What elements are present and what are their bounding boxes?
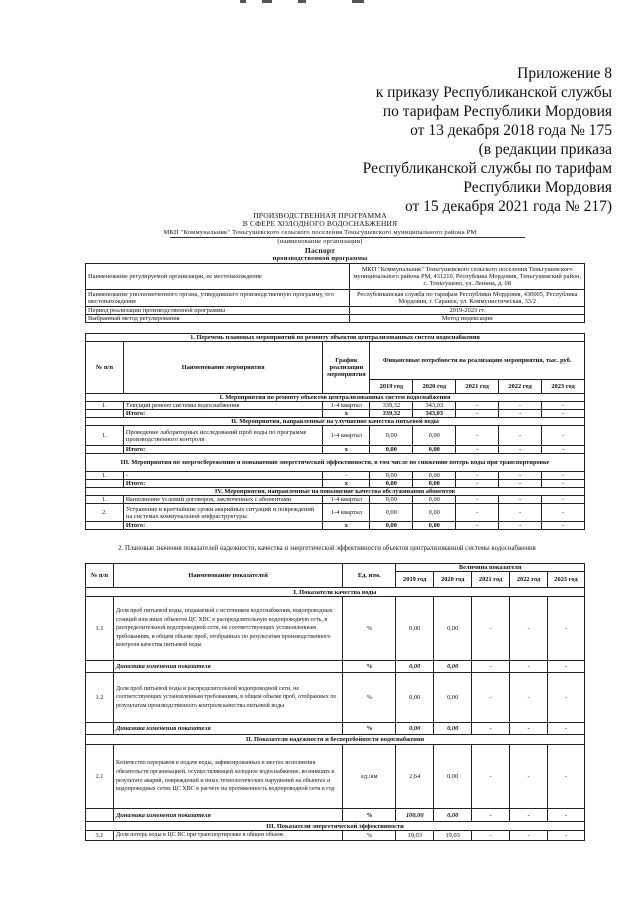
value-cell: - — [472, 723, 510, 735]
table-row — [86, 831, 585, 841]
measure-name: Выполнение условий договоров, заключенных с абонентами — [123, 496, 323, 504]
value-cell: 0,00 — [413, 426, 456, 446]
value-cell: - — [456, 504, 499, 522]
column-header-year: 2022 год — [510, 572, 548, 588]
value-cell: 19,03 — [434, 831, 472, 841]
table-row — [86, 426, 585, 446]
group-title: I. Мероприятия по ремонту объектов централизованных систем водоснабжения — [86, 394, 585, 402]
value-cell: - — [499, 426, 542, 446]
measure-schedule: 1-4 квартал — [323, 504, 370, 522]
value-cell: 19,03 — [396, 831, 434, 841]
row-num: 3.1 — [86, 831, 114, 841]
value-cell: - — [542, 504, 585, 522]
value-cell: - — [472, 597, 510, 661]
dynamics-label: Динамика изменения показателя — [113, 661, 342, 673]
value-cell: - — [542, 402, 585, 410]
value-cell: - — [456, 402, 499, 410]
indicator-unit: % — [343, 673, 396, 723]
table-row — [86, 496, 585, 504]
column-header-num: № п/п — [86, 564, 114, 588]
value-cell: - — [542, 426, 585, 446]
value-cell: - — [499, 480, 542, 488]
value-cell: 0,00 — [396, 661, 434, 673]
passport-label: Наименование регулируемой организации, ее местонахождение — [86, 264, 350, 290]
value-cell: 0,00 — [370, 496, 413, 504]
value-cell: - — [499, 504, 542, 522]
column-header-year: 2022 год — [499, 380, 542, 394]
table-row — [86, 488, 585, 496]
total-label: Итого: — [123, 480, 323, 488]
value-cell: 0,00 — [434, 745, 472, 809]
column-header-finance: Финансовые потребности на реализацию мероприятия, тыс. руб. — [370, 342, 585, 380]
column-header-value: Величина показателя — [396, 564, 585, 572]
table-row — [86, 454, 585, 472]
value-cell: 0,00 — [413, 480, 456, 488]
total-row — [86, 522, 585, 530]
indicator-name: Доля проб питьевой воды в распределительной водопроводной сети, не соответствующих установленным требованиям, в общем объеме проб, отобранных по результатам производственного контроля качества питьевой воды — [113, 673, 342, 723]
value-cell: - — [456, 496, 499, 504]
column-header-year: 2019 год — [396, 572, 434, 588]
value-cell: 0,00 — [434, 673, 472, 723]
value-cell: 0,00 — [413, 496, 456, 504]
value-cell: - — [510, 745, 548, 809]
value-cell: - — [456, 446, 499, 454]
value-cell: 0,00 — [370, 472, 413, 480]
column-header-year: 2020 год — [413, 380, 456, 394]
total-schedule: х — [323, 410, 370, 418]
value-cell: - — [499, 472, 542, 480]
value-cell: - — [456, 472, 499, 480]
value-cell: - — [510, 831, 548, 841]
value-cell: - — [542, 410, 585, 418]
organization-caption: (наименование организации) — [277, 238, 363, 245]
value-cell: 343,03 — [413, 402, 456, 410]
value-cell: - — [456, 522, 499, 530]
value-cell: 0,00 — [434, 809, 472, 822]
program-subtitle: В СФЕРЕ ХОЛОДНОГО ВОДОСНАБЖЕНИЯ — [242, 219, 398, 228]
measure-name: Устранение в кратчайшие сроки аварийных ситуаций и повреждений на системах коммунальной инфраструктуры — [123, 504, 323, 522]
table-row — [86, 723, 585, 735]
passport-label: Выбранный метод регулирования — [86, 315, 350, 323]
value-cell: - — [542, 480, 585, 488]
column-header-year: 2023 год — [547, 572, 584, 588]
table-row — [86, 315, 585, 323]
group-title: IV. Мероприятия, направленные на повышение качества обслуживания абонентов — [86, 488, 585, 496]
value-cell: - — [456, 480, 499, 488]
value-cell: 0,00 — [396, 723, 434, 735]
table-row — [86, 809, 585, 822]
group-title: III. Показатели энергетической эффективности — [86, 822, 585, 831]
group-title: I. Показатели качества воды — [86, 588, 585, 597]
column-header-year: 2020 год — [434, 572, 472, 588]
dynamics-label: Динамика изменения показателя — [113, 723, 342, 735]
appendix-line: от 13 декабря 2018 года № 175 — [410, 122, 612, 139]
value-cell: 0,00 — [434, 723, 472, 735]
row-num: 1.1 — [86, 597, 114, 661]
measure-schedule: - — [323, 472, 370, 480]
appendix-line: от 15 декабря 2021 года № 217) — [404, 198, 612, 215]
table-row — [86, 588, 585, 597]
indicator-unit: % — [343, 831, 396, 841]
value-cell: 0,00 — [396, 597, 434, 661]
row-num: 1. — [86, 402, 124, 410]
measure-name: - — [123, 472, 323, 480]
table-row — [86, 661, 585, 673]
measure-schedule: 1-4 квартал — [323, 426, 370, 446]
measure-name: Проведение лабораторных исследований проб воды по программе производственного контроля — [123, 426, 323, 446]
row-num: 2.1 — [86, 745, 114, 809]
value-cell: - — [472, 673, 510, 723]
column-header-unit: Ед. изм. — [343, 564, 396, 588]
indicator-unit: % — [343, 597, 396, 661]
indicator-unit: % — [343, 661, 396, 673]
value-cell: - — [547, 723, 584, 735]
value-cell: - — [499, 410, 542, 418]
indicators-table — [85, 563, 585, 841]
total-schedule: х — [323, 522, 370, 530]
total-row — [86, 480, 585, 488]
value-cell: - — [499, 402, 542, 410]
measure-schedule: 1-4 квартал — [323, 496, 370, 504]
value-cell: 0,00 — [370, 426, 413, 446]
passport-label: Наименование уполномоченного органа, утвердившего производственную программу, его местонахождение — [86, 290, 350, 307]
table-row — [86, 418, 585, 426]
group-title: II. Мероприятия, направленные на улучшение качества питьевой воды — [86, 418, 585, 426]
value-cell: - — [510, 809, 548, 822]
value-cell: - — [510, 673, 548, 723]
row-num: 1. — [86, 426, 124, 446]
appendix-line: Республиканской службы по тарифам — [362, 160, 612, 177]
column-header-year: 2019 год — [370, 380, 413, 394]
organization-name: МКП "Коммунальник" Теньгушевского сельского поселения Теньгушевского муниципального района РМ — [163, 229, 477, 236]
value-cell: - — [472, 661, 510, 673]
passport-title: Паспорт — [304, 246, 336, 255]
value-cell: - — [510, 723, 548, 735]
column-header-name: Наименование показателей — [113, 564, 342, 588]
program-title: ПРОИЗВОДСТВЕННАЯ ПРОГРАММА — [253, 211, 387, 220]
column-header-year: 2021 год — [472, 572, 510, 588]
total-label: Итого: — [123, 410, 323, 418]
value-cell: 343,03 — [413, 410, 456, 418]
dynamics-label: Динамика изменения показателя — [113, 809, 342, 822]
value-cell: - — [542, 472, 585, 480]
table-row — [86, 673, 585, 723]
appendix-line: Приложение 8 — [517, 65, 612, 82]
table-row — [86, 334, 585, 342]
value-cell: - — [547, 673, 584, 723]
table-row — [86, 290, 585, 307]
value-cell: 0,00 — [434, 597, 472, 661]
value-cell: - — [542, 496, 585, 504]
indicator-unit: % — [343, 723, 396, 735]
value-cell: 2,64 — [396, 745, 434, 809]
indicator-name: Количество перерывов в подаче воды, зафиксированных в местах исполнения обязательств организацией, осуществляющей холодное водоснабжение, возникших в результате аварий, повреждений и иных технологических нарушений на объектах и водопроводных сетях ЦС ХВС в расчете на протяженность водопроводной сети в год — [113, 745, 342, 809]
row-num: 1.2 — [86, 673, 114, 723]
row-num: 1. — [86, 472, 124, 480]
value-cell: 0,00 — [370, 504, 413, 522]
appendix-line: (в редакции приказа — [478, 141, 612, 158]
table-row — [86, 822, 585, 831]
indicator-unit: % — [343, 809, 396, 822]
value-cell: 0,00 — [413, 522, 456, 530]
value-cell: 0,00 — [396, 673, 434, 723]
passport-subtitle: производственной программы — [272, 255, 368, 262]
indicator-name: Доля потерь воды в ЦС ВС при транспортировке в общем объеме — [113, 831, 342, 841]
table-header-row — [86, 342, 585, 380]
value-cell: - — [547, 831, 584, 841]
table-row — [86, 745, 585, 809]
value-cell: - — [542, 446, 585, 454]
value-cell: - — [542, 522, 585, 530]
passport-value: МКП "Коммунальник" Теньгушевского сельского поселения Теньгушевского муниципального района РМ, 431210, Республика Мордовия, Теньгушевский район, с. Теньгушево, ул. Ленина, д. 68 — [350, 264, 585, 290]
total-schedule: х — [323, 446, 370, 454]
value-cell: - — [510, 661, 548, 673]
value-cell: 0,00 — [370, 480, 413, 488]
total-label: Итого: — [123, 446, 323, 454]
value-cell: 0,00 — [413, 504, 456, 522]
value-cell: 0,00 — [370, 522, 413, 530]
column-header-num: № п/п — [86, 342, 124, 394]
total-schedule: х — [323, 480, 370, 488]
appendix-header — [282, 64, 612, 216]
row-num: 2. — [86, 504, 124, 522]
value-cell: - — [547, 661, 584, 673]
column-header-name: Наименование мероприятия — [123, 342, 323, 394]
passport-value: Метод индексации — [350, 315, 585, 323]
value-cell: 339,32 — [370, 410, 413, 418]
column-header-year: 2023 год — [542, 380, 585, 394]
value-cell: - — [547, 745, 584, 809]
table-row — [86, 504, 585, 522]
row-num: 1. — [86, 496, 124, 504]
column-header-year: 2021 год — [456, 380, 499, 394]
value-cell: - — [499, 522, 542, 530]
indicator-name: Доля проб питьевой воды, подаваемой с источников водоснабжения, водопроводных станций или иных объектов ЦС ХВС в распределительную водопроводную сеть, в распределительной водопроводной сети, не соответствующих установленным требованиям, в общем объеме проб, отобранных по результатам производственного контроля качества питьевой воды — [113, 597, 342, 661]
table-row — [86, 472, 585, 480]
value-cell: - — [472, 745, 510, 809]
table-row — [86, 264, 585, 290]
passport-value: 2019-2023 гг. — [350, 307, 585, 315]
value-cell: 0,00 — [413, 446, 456, 454]
column-header-schedule: График реализации мероприятия — [323, 342, 370, 394]
appendix-line: Республики Мордовия — [463, 179, 612, 196]
value-cell: - — [547, 597, 584, 661]
section-title: 1. Перечень плановых мероприятий по ремонту объектов централизованных систем водоснабжения — [86, 334, 585, 342]
total-row — [86, 446, 585, 454]
table-header-row — [86, 564, 585, 572]
value-cell: - — [456, 410, 499, 418]
group-title: II. Показатели надежности и бесперебойности водоснабжения — [86, 735, 585, 745]
total-label: Итого: — [123, 522, 323, 530]
value-cell: - — [456, 426, 499, 446]
value-cell: - — [472, 809, 510, 822]
table-row — [86, 307, 585, 315]
section-2-title: 2. Плановые значения показателей надежности, качества и энергетической эффективности объектов централизованной системы водоснабжения — [118, 545, 536, 552]
table-row — [86, 735, 585, 745]
passport-label: Период реализации производственной программы — [86, 307, 350, 315]
value-cell: 339,32 — [370, 402, 413, 410]
value-cell: - — [472, 831, 510, 841]
table-row — [86, 394, 585, 402]
value-cell: - — [499, 446, 542, 454]
table-row — [86, 402, 585, 410]
appendix-line: по тарифам Республики Мордовия — [382, 103, 612, 120]
measure-name: Текущий ремонт системы водоснабжения — [123, 402, 323, 410]
group-title: III. Мероприятия по энергосбережению и повышению энергетической эффективности, в том числе по снижению потерь воды при транспортировке — [86, 454, 585, 472]
value-cell: - — [547, 809, 584, 822]
measure-schedule: 1-4 квартал — [323, 402, 370, 410]
value-cell: - — [510, 597, 548, 661]
appendix-line: к приказу Республиканской службы — [375, 84, 612, 101]
table-row — [86, 597, 585, 661]
indicator-unit: ед./км — [343, 745, 396, 809]
passport-table — [85, 263, 585, 323]
scan-edge-marks — [240, 0, 400, 6]
total-row — [86, 410, 585, 418]
measures-table — [85, 333, 585, 530]
value-cell: 0,00 — [413, 472, 456, 480]
value-cell: 0,00 — [370, 446, 413, 454]
value-cell: 0,00 — [434, 661, 472, 673]
value-cell: 100,00 — [396, 809, 434, 822]
value-cell: - — [499, 496, 542, 504]
passport-value: Республиканская служба по тарифам Республики Мордовия, 430005, Республика Мордовия, г. Саранск, ул. Коммунистическая, 33/2 — [350, 290, 585, 307]
